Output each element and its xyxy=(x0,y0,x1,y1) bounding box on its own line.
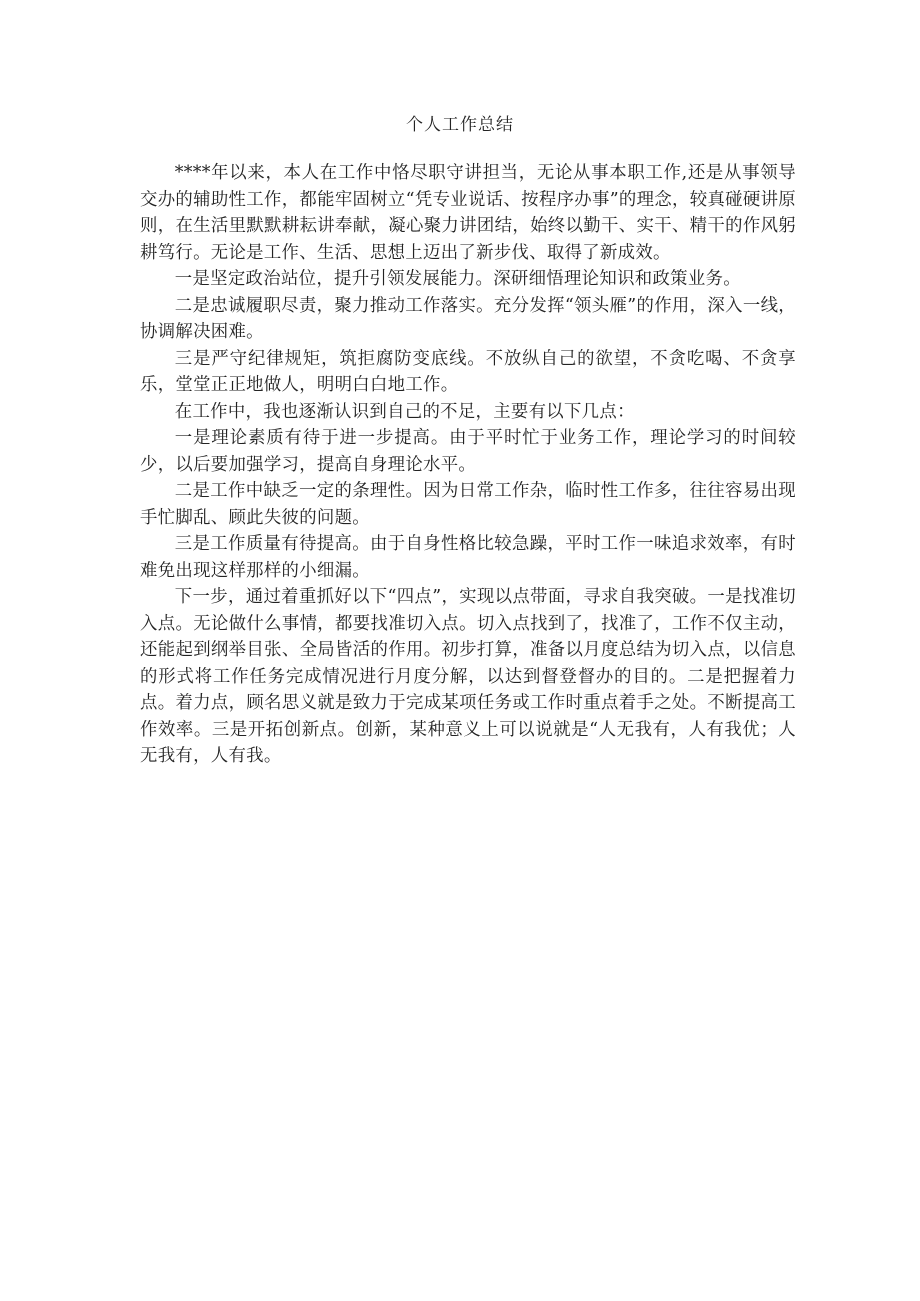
paragraph-point-1: 一是坚定政治站位，提升引领发展能力。深研细悟理论知识和政策业务。 xyxy=(174,269,741,289)
document-body xyxy=(140,160,796,770)
paragraph-point-2: 二是忠诚履职尽责，聚力推动工作落实。充分发挥“领头雁”的作用，深入一线，协调解决困难。 xyxy=(140,295,796,342)
paragraph-shortcoming-2: 二是工作中缺乏一定的条理性。因为日常工作杂，临时性工作多，往往容易出现手忙脚乱、顾此失彼的问题。 xyxy=(140,481,796,528)
paragraph-shortcoming-3: 三是工作质量有待提高。由于自身性格比较急躁，平时工作一味追求效率，有时难免出现这样那样的小细漏。 xyxy=(140,534,796,581)
document-title: 个人工作总结 xyxy=(406,115,514,135)
paragraph-shortcomings-intro: 在工作中，我也逐渐认识到自己的不足，主要有以下几点： xyxy=(174,401,635,422)
paragraph-intro: ****年以来，本人在工作中恪尽职守讲担当，无论从事本职工作,还是从事领导交办的辅助性工作，都能牢固树立“凭专业说话、按程序办事”的理念，较真碰硬讲原则，在生活里默默耕耘讲奉献，凝心聚力讲团结，始终以勤干、实干、精干的作风躬耕笃行。无论是工作、生活、思想上迈出了新步伐、取得了新成效。 xyxy=(140,163,796,263)
paragraph-shortcoming-1: 一是理论素质有待于进一步提高。由于平时忙于业务工作，理论学习的时间较少，以后要加强学习，提高自身理论水平。 xyxy=(140,428,796,475)
paragraph-next-steps: 下一步，通过着重抓好以下“四点”，实现以点带面，寻求自我突破。一是找准切入点。无论做什么事情，都要找准切入点。切入点找到了，找准了，工作不仅主动，还能起到纲举目张、全局皆活的作用。初步打算，准备以月度总结为切入点，以信息的形式将工作任务完成情况进行月度分解，以达到督登督办的目的。二是把握着力点。着力点，顾名思义就是致力于完成某项任务或工作时重点着手之处。不断提高工作效率。三是开拓创新点。创新，某种意义上可以说就是“人无我有，人有我优；人无我有，人有我。 xyxy=(140,587,796,766)
paragraph-point-3: 三是严守纪律规矩，筑拒腐防变底线。不放纵自己的欲望，不贪吃喝、不贪享乐，堂堂正正地做人，明明白白地工作。 xyxy=(140,348,796,395)
